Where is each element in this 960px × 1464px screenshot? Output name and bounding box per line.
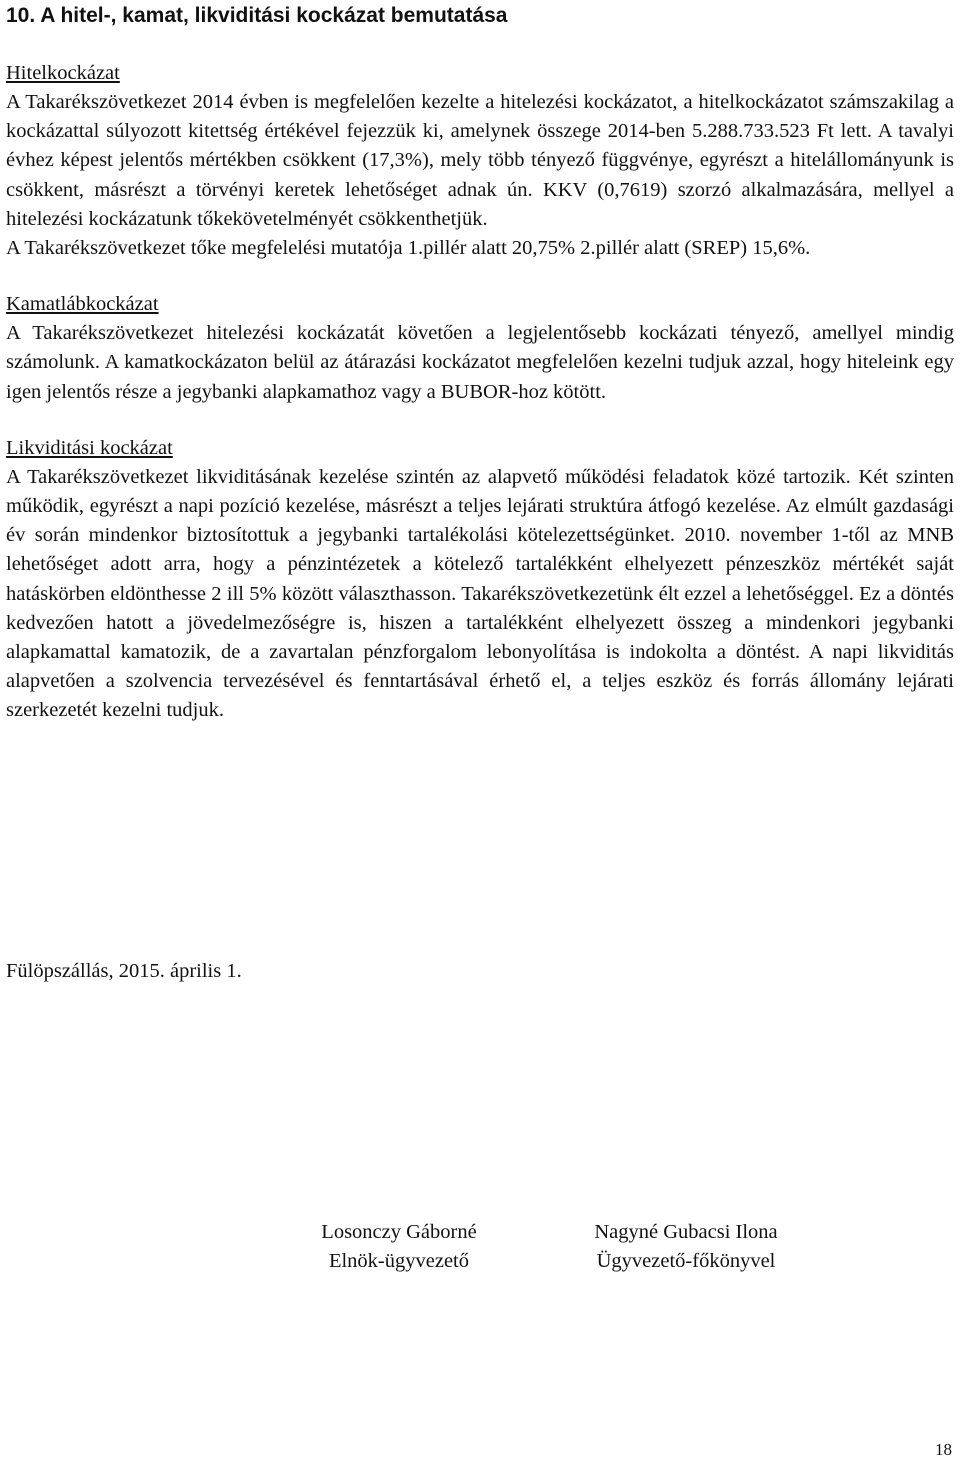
page-number: 18 (935, 1440, 952, 1459)
signature-chairman (294, 1218, 504, 1276)
section-title-credit-risk: Hitelkockázat (6, 62, 120, 84)
signatory-role: Ügyvezető-főkönyvel (596, 1250, 776, 1272)
section-text-credit-risk: A Takarékszövetkezet 2014 évben is megfelelően kezelte a hitelezési kockázatot, a hitelkockázatot számszakilag a kockázattal súlyozott kitettség értékével fejezzük ki, amelynek összege 2014-ben 5.288.733.523 Ft lett. A tavalyi évhez képest jelentős mértékben csökkent (17,3%), mely több tényező függvénye, egyrészt a hitelállományunk is csökkent, másrészt a törvényi keretek lehetőséget adnak ún. KKV (0,7619) szorzó alkalmazására, mellyel a hitelezési kockázatunk tőkekövetelményét csökkenthetjük. (6, 91, 954, 230)
page-heading: 10. A hitel-, kamat, likviditási kockázat bemutatása (6, 4, 508, 27)
place-and-date: Fülöpszállás, 2015. április 1. (6, 960, 242, 982)
section-interest-risk (6, 290, 954, 407)
section-liquidity-risk (6, 434, 954, 726)
signatory-name: Losonczy Gáborné (321, 1221, 477, 1243)
section-credit-risk (6, 59, 954, 263)
signatory-name: Nagyné Gubacsi Ilona (594, 1221, 778, 1243)
signature-accountant (560, 1218, 812, 1276)
section-title-liquidity-risk: Likviditási kockázat (6, 436, 173, 459)
section-text-interest-risk: A Takarékszövetkezet hitelezési kockázatát követően a legjelentősebb kockázati tényező, amellyel mindig számolunk. A kamatkockázaton belül az átárazási kockázatot megfelelően kezelni tudjuk azzal, hogy hiteleink egy igen jelentős része a jegybanki alapkamathoz vagy a BUBOR-hoz kötött. (6, 322, 954, 403)
signature-block (0, 1218, 960, 1288)
signatory-role: Elnök-ügyvezető (328, 1250, 470, 1272)
section-text-liquidity-risk: A Takarékszövetkezet likviditásának kezelése szintén az alapvető működési feladatok közé tartozik. Két szinten működik, egyrészt a napi pozíció kezelése, másrészt a teljes lejárati struktúra átfogó kezelése. Az elmúlt gazdasági év során mindenkor biztosítottuk a jegybanki tartalékolási kötelezettségünket. 2010. november 1-től az MNB lehetőséget adott arra, hogy a pénzintézetek a kötelező tartalékként elhelyezett pénzeszköz mértékét saját hatáskörben eldönthesse 2 ill 5% között választhasson. Takarékszövetkezetünk élt ezzel a lehetőséggel. Ez a döntés kedvezően hatott a jövedelmezőségre is, hiszen a tartalékként elhelyezett összeg a mindenkori jegybanki alapkamattal kamatozik, de a zavartalan pénzforgalom lebonyolítása is indokolta a döntést. A napi likviditás alapvetően a szolvencia tervezésével és fenntartásával érhető el, a teljes eszköz és forrás állomány lejárati szerkezetét kezelni tudjuk. (6, 465, 954, 722)
capital-adequacy-text: A Takarékszövetkezet tőke megfelelési mutatója 1.pillér alatt 20,75% 2.pillér alatt (SREP) 15,6%. (6, 237, 811, 260)
section-title-interest-risk: Kamatlábkockázat (6, 293, 159, 316)
document-page (6, 0, 954, 726)
